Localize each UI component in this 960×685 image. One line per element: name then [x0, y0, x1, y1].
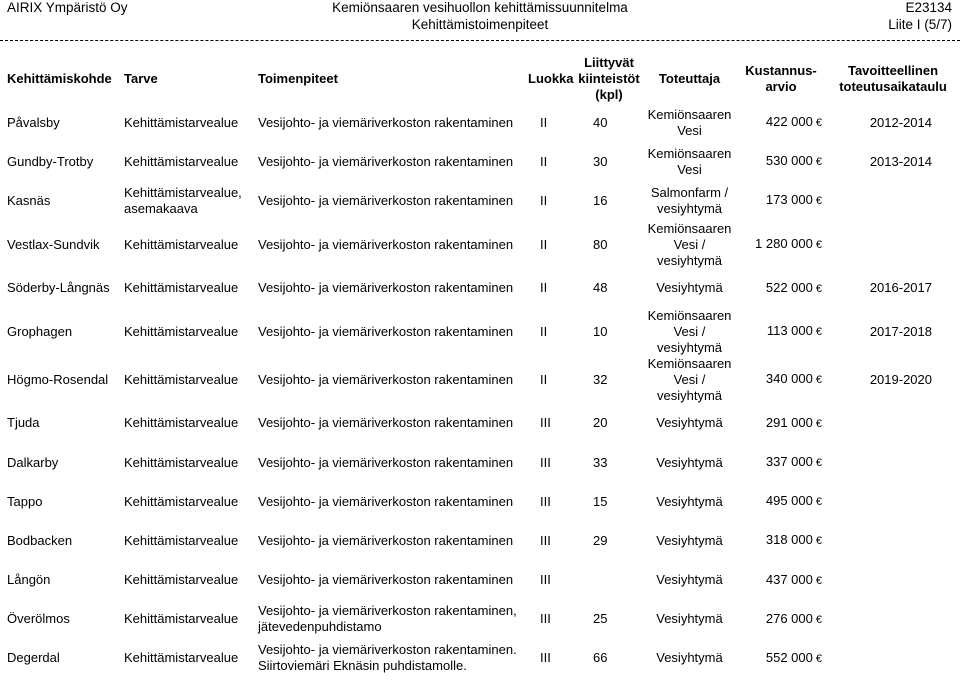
cell-luokka: III: [540, 493, 551, 509]
cell-kustannus: [736, 404, 826, 443]
cell-luokka: II: [540, 371, 548, 387]
cell-kiinteistot: 29: [593, 532, 608, 548]
cell-luokka: II: [540, 114, 548, 130]
cell-kohde: Söderby-Långnäs: [7, 280, 110, 296]
cell-kohde: Högmo-Rosendal: [7, 371, 109, 387]
cell-luokka: III: [540, 415, 551, 431]
table-row: [0, 142, 960, 181]
cell-toteuttaja: Kemiönsaaren Vesi / vesiyhtymä: [647, 355, 732, 403]
cell-luokka: II: [540, 153, 548, 169]
cell-kohde: Tappo: [7, 493, 43, 509]
cost-value: 552 000: [765, 649, 813, 665]
cell-tarve: Kehittämistarvealue: [124, 532, 239, 548]
cost-value: 318 000: [765, 532, 813, 548]
cell-aikataulu: [826, 521, 960, 560]
cell-kiinteistot: 16: [593, 192, 608, 208]
cell-toteuttaja: Vesiyhtymä: [656, 280, 723, 296]
cost-value: 422 000: [765, 114, 813, 130]
euro-symbol: €: [815, 457, 822, 470]
cost-value: 495 000: [765, 493, 813, 509]
cell-tarve: Kehittämistarvealue: [124, 114, 239, 130]
cost-value: 173 000: [765, 192, 813, 208]
cost-value: 276 000: [765, 610, 813, 626]
appendix-label: Liite I (5/7): [888, 17, 952, 32]
table-row: [0, 308, 960, 356]
col-header-luokka: Luokka: [528, 71, 574, 86]
table-row: [0, 221, 960, 269]
cell-aikataulu: [826, 404, 960, 443]
euro-symbol: €: [815, 282, 822, 295]
cell-tarve: Kehittämistarvealue: [124, 371, 239, 387]
cell-kiinteistot: [575, 561, 643, 600]
cell-aikataulu: [826, 221, 960, 269]
cost-value: 113 000: [766, 323, 813, 339]
table-row: [0, 404, 960, 443]
euro-symbol: €: [815, 417, 822, 430]
document-subtitle: Kehittämistoimenpiteet: [411, 17, 549, 32]
page-header: [0, 0, 960, 36]
cell-toimenpiteet: Vesijohto- ja viemäriverkoston rakentaminen: [258, 192, 514, 208]
euro-symbol: €: [815, 326, 822, 339]
cell-toimenpiteet: Vesijohto- ja viemäriverkoston rakentaminen: [258, 371, 514, 387]
cell-kohde: Grophagen: [7, 323, 73, 339]
table-header-row: [0, 55, 960, 103]
euro-symbol: €: [815, 652, 822, 665]
col-header-kustannus: Kustannus-arvio: [745, 63, 817, 94]
cost-value: 437 000: [765, 571, 813, 587]
cell-aikataulu: 2013-2014: [869, 153, 932, 169]
cell-tarve: Kehittämistarvealue: [124, 415, 239, 431]
table-row: [0, 269, 960, 308]
cell-kustannus: [736, 103, 826, 142]
cell-tarve: Kehittämistarvealue: [124, 236, 239, 252]
cell-kohde: Kasnäs: [7, 192, 51, 208]
cell-toteuttaja: Vesiyhtymä: [656, 650, 723, 666]
euro-symbol: €: [815, 535, 822, 548]
cell-tarve: Kehittämistarvealue: [124, 153, 239, 169]
euro-symbol: €: [815, 156, 822, 169]
cost-value: 340 000: [765, 371, 813, 387]
cell-luokka: II: [540, 323, 548, 339]
cell-tarve: Kehittämistarvealue, asemakaava: [124, 184, 242, 216]
cell-kohde: Långön: [7, 572, 51, 588]
cost-value: 1 280 000: [755, 236, 813, 252]
euro-symbol: €: [815, 496, 822, 509]
cell-kiinteistot: 40: [593, 114, 608, 130]
table-row: [0, 639, 960, 678]
cell-toteuttaja: Vesiyhtymä: [656, 572, 723, 588]
cell-toimenpiteet: Vesijohto- ja viemäriverkoston rakentaminen: [258, 236, 514, 252]
measures-table: [0, 55, 960, 678]
col-header-toteuttaja: Toteuttaja: [658, 71, 721, 86]
col-header-toimenpiteet: Toimenpiteet: [258, 71, 338, 86]
cell-tarve: Kehittämistarvealue: [124, 650, 239, 666]
cell-toteuttaja: Vesiyhtymä: [656, 611, 723, 627]
col-header-tarve: Tarve: [124, 71, 158, 86]
euro-symbol: €: [815, 239, 822, 252]
cell-tarve: Kehittämistarvealue: [124, 280, 239, 296]
cell-toimenpiteet: Vesijohto- ja viemäriverkoston rakentaminen: [258, 572, 514, 588]
cell-tarve: Kehittämistarvealue: [124, 323, 239, 339]
col-header-kohde: Kehittämiskohde: [7, 71, 112, 86]
cell-kiinteistot: 48: [593, 280, 608, 296]
euro-symbol: €: [815, 117, 822, 130]
cell-kiinteistot: 25: [593, 611, 608, 627]
table-row: [0, 561, 960, 600]
cell-luokka: II: [540, 192, 548, 208]
cell-aikataulu: 2012-2014: [869, 114, 932, 130]
cell-kustannus: [736, 600, 826, 639]
cell-kustannus: [736, 521, 826, 560]
cell-toteuttaja: Kemiönsaaren Vesi: [647, 106, 732, 138]
cost-value: 530 000: [765, 153, 813, 169]
cell-kohde: Överölmos: [7, 611, 70, 627]
table-row: [0, 103, 960, 142]
cell-tarve: Kehittämistarvealue: [124, 611, 239, 627]
cell-kustannus: [736, 181, 826, 220]
cell-aikataulu: [826, 639, 960, 678]
cell-luokka: III: [540, 650, 551, 666]
table-row: [0, 482, 960, 521]
cell-toimenpiteet: Vesijohto- ja viemäriverkoston rakentaminen: [258, 323, 514, 339]
cell-luokka: II: [540, 280, 548, 296]
cell-tarve: Kehittämistarvealue: [124, 454, 239, 470]
cell-toimenpiteet: Vesijohto- ja viemäriverkoston rakentaminen: [258, 493, 514, 509]
cell-kohde: Dalkarby: [7, 454, 59, 470]
euro-symbol: €: [815, 195, 822, 208]
cell-kustannus: [736, 356, 826, 404]
euro-symbol: €: [815, 574, 822, 587]
cell-kohde: Gundby-Trotby: [7, 153, 94, 169]
cell-aikataulu: [826, 561, 960, 600]
cell-kustannus: [736, 221, 826, 269]
cell-toteuttaja: Kemiönsaaren Vesi / vesiyhtymä: [647, 220, 732, 268]
cell-kustannus: [736, 443, 826, 482]
cell-toimenpiteet: Vesijohto- ja viemäriverkoston rakentaminen. Siirtoviemäri Eknäsin puhdistamolle.: [258, 642, 517, 674]
table-row: [0, 181, 960, 220]
cell-kiinteistot: 15: [593, 493, 608, 509]
cell-toteuttaja: Vesiyhtymä: [656, 454, 723, 470]
cell-kiinteistot: 66: [593, 650, 608, 666]
cell-toimenpiteet: Vesijohto- ja viemäriverkoston rakentaminen: [258, 415, 514, 431]
cell-toimenpiteet: Vesijohto- ja viemäriverkoston rakentaminen: [258, 532, 514, 548]
cell-toimenpiteet: Vesijohto- ja viemäriverkoston rakentaminen: [258, 114, 514, 130]
cell-toimenpiteet: Vesijohto- ja viemäriverkoston rakentaminen: [258, 153, 514, 169]
cell-luokka: III: [540, 532, 551, 548]
cell-aikataulu: 2016-2017: [869, 280, 932, 296]
cell-kiinteistot: 32: [593, 371, 608, 387]
document-title: Kemiönsaaren vesihuollon kehittämissuunnitelma: [332, 0, 628, 15]
table-row: [0, 356, 960, 404]
table-row: [0, 443, 960, 482]
cell-aikataulu: 2019-2020: [869, 371, 932, 387]
cost-value: 522 000: [765, 279, 813, 295]
cell-aikataulu: 2017-2018: [869, 323, 932, 339]
cell-aikataulu: [826, 181, 960, 220]
cell-toteuttaja: Kemiönsaaren Vesi: [647, 145, 732, 177]
cell-luokka: III: [540, 572, 551, 588]
cell-kohde: Tjuda: [7, 415, 40, 431]
euro-symbol: €: [815, 613, 822, 626]
cell-aikataulu: [826, 482, 960, 521]
cell-luokka: III: [540, 611, 551, 627]
cell-toimenpiteet: Vesijohto- ja viemäriverkoston rakentaminen, jätevedenpuhdistamo: [258, 603, 517, 635]
cell-kustannus: [736, 308, 826, 356]
cell-toteuttaja: Vesiyhtymä: [656, 415, 723, 431]
cost-value: 291 000: [765, 414, 813, 430]
table-row: [0, 600, 960, 639]
cell-kustannus: [736, 269, 826, 308]
cell-kiinteistot: 80: [593, 236, 608, 252]
cell-kohde: Vestlax-Sundvik: [7, 236, 100, 252]
cell-toteuttaja: Vesiyhtymä: [656, 532, 723, 548]
cell-kustannus: [736, 482, 826, 521]
col-header-kiinteistot: Liittyvät kiinteistöt (kpl): [578, 55, 640, 102]
cell-tarve: Kehittämistarvealue: [124, 493, 239, 509]
cell-toimenpiteet: Vesijohto- ja viemäriverkoston rakentaminen: [258, 280, 514, 296]
cell-kustannus: [736, 639, 826, 678]
cell-toteuttaja: Kemiönsaaren Vesi / vesiyhtymä: [647, 307, 732, 355]
euro-symbol: €: [815, 374, 822, 387]
table-row: [0, 521, 960, 560]
cell-luokka: II: [540, 236, 548, 252]
col-header-aikataulu: Tavoitteellinen toteutusaikataulu: [839, 63, 947, 94]
cell-kiinteistot: 20: [593, 415, 608, 431]
cell-kohde: Degerdal: [7, 650, 60, 666]
cell-kiinteistot: 10: [593, 323, 608, 339]
cell-luokka: III: [540, 454, 551, 470]
cell-kohde: Bodbacken: [7, 532, 73, 548]
cell-aikataulu: [826, 443, 960, 482]
company-name: AIRIX Ympäristö Oy: [7, 0, 128, 15]
cell-kustannus: [736, 561, 826, 600]
cost-value: 337 000: [765, 454, 813, 470]
cell-kiinteistot: 33: [593, 454, 608, 470]
document-code: E23134: [905, 0, 952, 15]
cell-aikataulu: [826, 600, 960, 639]
cell-toteuttaja: Vesiyhtymä: [656, 493, 723, 509]
cell-kohde: Påvalsby: [7, 114, 60, 130]
cell-toteuttaja: Salmonfarm / vesiyhtymä: [650, 184, 729, 216]
cell-tarve: Kehittämistarvealue: [124, 572, 239, 588]
cell-toimenpiteet: Vesijohto- ja viemäriverkoston rakentaminen: [258, 454, 514, 470]
header-divider: [0, 40, 960, 41]
cell-kustannus: [736, 142, 826, 181]
cell-kiinteistot: 30: [593, 153, 608, 169]
